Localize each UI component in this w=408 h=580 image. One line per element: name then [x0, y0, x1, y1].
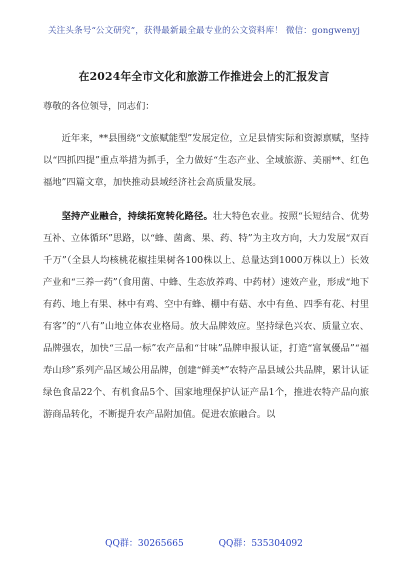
document-title: 在2024年全市文化和旅游工作推进会上的汇报发言: [78, 70, 330, 83]
footer-qq-group-2: QQ群：535304092: [218, 539, 303, 549]
paragraph-industry-text: 壮大特色农业。按照“长短结合、优势互补、立体循环”思路，以“蜂、菌禽、果、药、特”为主攻方向，大力发展“双百千万”（全县人均核桃花椒挂果树各100株以上、总量达到1000万株以上）长效产业和“三养一药”（食用菌、中蜂、生态放养鸡、中药材）速效产业，形成“地下有药、地上有果、林中有鸡、空中有蜂、棚中有菇、水中有鱼、四季有花、村里有客”的“八有”山地立体农业格局。放大品牌效应。坚持绿色兴农、质量立农、品牌强农，加快“三品一标”农产品和“甘味”品牌申报认证，打造“富氧優品”“福寿山珍”系列产品区域公用品牌，创建“鲜美*”农特产品县域公共品牌，累计认证绿色食品22个、有机食品5个、国家地理保护认证产品1个，推进农特产品向旅游商品转化，不断提升农产品附加值。促进农旅融合。以: [43, 211, 369, 420]
footer-qq-group-1: QQ群：30265665: [105, 539, 184, 549]
paragraph-lead-heading: 坚持产业融合，持续拓宽转化路径。: [61, 211, 213, 222]
header-promo-note: 关注头条号“公文研究”，获得最新最全最专业的公文资料库！ 微信：gongwenyj: [47, 26, 361, 36]
paragraph-industry: [43, 206, 369, 426]
paragraph-intro: 近年来，**县围绕“文旅赋能型”发展定位，立足县情实际和资源禀赋，坚持以“四抓四提”重点举措为抓手，全力做好“生态产业、全域旅游、美丽**、红色福地”四篇文章，加快推动县域经济社会高质量发展。: [43, 133, 369, 188]
greeting: 尊敬的各位领导，同志们：: [43, 101, 155, 112]
document-body: [43, 96, 369, 426]
footer-contacts: [0, 536, 408, 549]
